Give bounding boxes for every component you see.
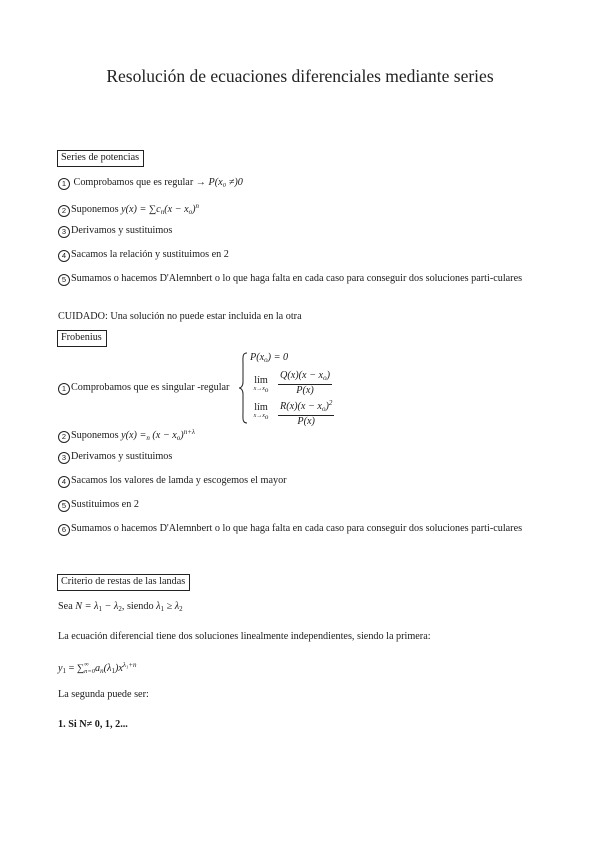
denominator: P(x) <box>297 416 315 427</box>
math: P(x <box>250 352 265 363</box>
step-math: y(x) = <box>121 430 147 441</box>
frobenius-step-3 <box>58 450 172 464</box>
step-text: Comprobamos que es singular -regular <box>71 382 230 393</box>
math: a <box>95 663 101 674</box>
sum-sup: ∞ <box>84 661 89 668</box>
num-text: R(x)(x − x <box>280 401 322 412</box>
text: Sea <box>58 601 76 612</box>
step-math: (x − x <box>164 204 189 215</box>
lim-text: lím <box>254 402 268 413</box>
y1-formula <box>58 659 137 678</box>
section-frobenius: Frobenius <box>57 330 107 347</box>
math: ) = 0 <box>267 352 289 363</box>
step-math: P(x₀ ≠)0 <box>208 177 243 188</box>
math-sub: o <box>188 208 193 216</box>
lim-under-sub: o <box>264 413 269 421</box>
circled-number: 5 <box>58 274 70 286</box>
section-series-de-potencias: Series de potencias <box>57 150 144 167</box>
math-sup: λ₁+n <box>122 661 137 669</box>
condition-3 <box>250 397 400 427</box>
lim-text: lím <box>254 375 268 386</box>
lim-under-text: x→x <box>253 413 265 419</box>
num-text: Q(x)(x − x <box>280 370 324 381</box>
math: (λ <box>103 663 112 674</box>
math-sub: 2 <box>118 605 122 613</box>
step-text: Derivamos y sustituimos <box>71 451 173 462</box>
math-sub: 1 <box>98 605 102 613</box>
step-text: Sustituimos en 2 <box>71 499 139 510</box>
step-text: Sumamos o hacemos D'Alemnbert o lo que haga falta en cada caso para conseguir dos soluciones parti-culares <box>71 273 523 284</box>
math-sub: 2 <box>179 605 183 613</box>
sum-sub: n=0 <box>84 668 96 675</box>
step-text: Suponemos <box>71 204 122 215</box>
num-sub: o <box>321 405 326 413</box>
math-sub: o <box>264 356 268 364</box>
lim-under-sub: o <box>264 386 269 394</box>
step-text: Comprobamos que es regular → <box>71 177 209 188</box>
condition-1 <box>250 352 288 364</box>
step-lead <box>58 382 229 395</box>
circled-number: 2 <box>58 431 70 443</box>
text: , siendo <box>121 601 157 612</box>
num-end: ) <box>326 370 330 381</box>
series-step-3 <box>58 224 172 238</box>
sum-limits <box>84 661 95 675</box>
frobenius-step-4 <box>58 474 287 488</box>
lim-under-text: x→x <box>253 386 265 392</box>
circled-number: 6 <box>58 524 70 536</box>
circled-number: 1 <box>58 178 70 190</box>
circled-number: 3 <box>58 452 70 464</box>
frobenius-step-1 <box>58 352 378 427</box>
step-text: Sacamos la relación y sustituimos en 2 <box>71 249 229 260</box>
series-step-5 <box>58 272 536 286</box>
step-text: Suponemos <box>71 430 122 441</box>
ecuacion-statement: La ecuación diferencial tiene dos soluciones linealmente independientes, siendo la primera: <box>58 631 431 642</box>
numerator <box>278 370 332 385</box>
limit-operator <box>250 402 272 421</box>
step-math: ) <box>192 204 196 215</box>
lim-under <box>250 386 272 394</box>
math: N = λ <box>75 601 99 612</box>
math-sub: n <box>160 208 165 216</box>
num-sub: o <box>323 374 327 382</box>
series-step-4 <box>58 248 229 262</box>
math-sub: n <box>100 667 104 675</box>
lim-under <box>250 413 272 421</box>
math: − λ <box>101 601 119 612</box>
math-sub: 1 <box>111 667 115 675</box>
math: )x <box>114 663 123 674</box>
circled-number: 2 <box>58 205 70 217</box>
step-text: Sumamos o hacemos D'Alemnbert o lo que haga falta en cada caso para conseguir dos soluciones parti-culares <box>71 523 523 534</box>
frobenius-step-5 <box>58 498 139 512</box>
segunda-statement: La segunda puede ser: <box>58 689 149 700</box>
limit-operator <box>250 375 272 394</box>
series-step-2 <box>58 200 199 219</box>
circled-number: 4 <box>58 250 70 262</box>
num-end: ) <box>325 401 329 412</box>
circled-number: 4 <box>58 476 70 488</box>
num-sup: 2 <box>328 399 333 407</box>
math-sub: 1 <box>62 667 67 675</box>
section-criterio: Criterio de restas de las landas <box>57 574 190 591</box>
math-sub: n <box>146 434 150 442</box>
math: λ <box>156 601 161 612</box>
condition-2 <box>250 370 400 396</box>
page-title: Resolución de ecuaciones diferenciales mediante series <box>106 66 494 86</box>
fraction <box>278 370 332 397</box>
left-brace-icon <box>238 352 248 424</box>
math: y <box>58 663 63 674</box>
circled-number: 3 <box>58 226 70 238</box>
step-text: Sacamos los valores de lamda y escogemos el mayor <box>71 475 287 486</box>
step-text: Derivamos y sustituimos <box>71 225 173 236</box>
fraction <box>278 397 334 428</box>
step-math: (x − x <box>149 430 177 441</box>
math-sub: o <box>176 434 181 442</box>
series-step-1 <box>58 176 243 190</box>
math: ≥ λ <box>164 601 180 612</box>
numerator <box>278 397 334 416</box>
step-math: ) <box>180 430 184 441</box>
math-sup: n <box>195 202 199 210</box>
circled-number: 5 <box>58 500 70 512</box>
cuidado-note: CUIDADO: Una solución no puede estar incluida en la otra <box>58 311 302 322</box>
math-sub: 1 <box>160 605 165 613</box>
circled-number: 1 <box>58 383 70 395</box>
math-sup: n+λ <box>183 428 195 436</box>
math: = ∑ <box>66 663 85 674</box>
step-math: y(x) = ∑c <box>121 204 161 215</box>
sea-statement <box>58 600 183 616</box>
frobenius-step-2 <box>58 426 195 445</box>
case-1-heading: 1. Si N≠ 0, 1, 2... <box>58 719 128 730</box>
denominator: P(x) <box>296 385 314 396</box>
frobenius-step-6 <box>58 522 536 536</box>
